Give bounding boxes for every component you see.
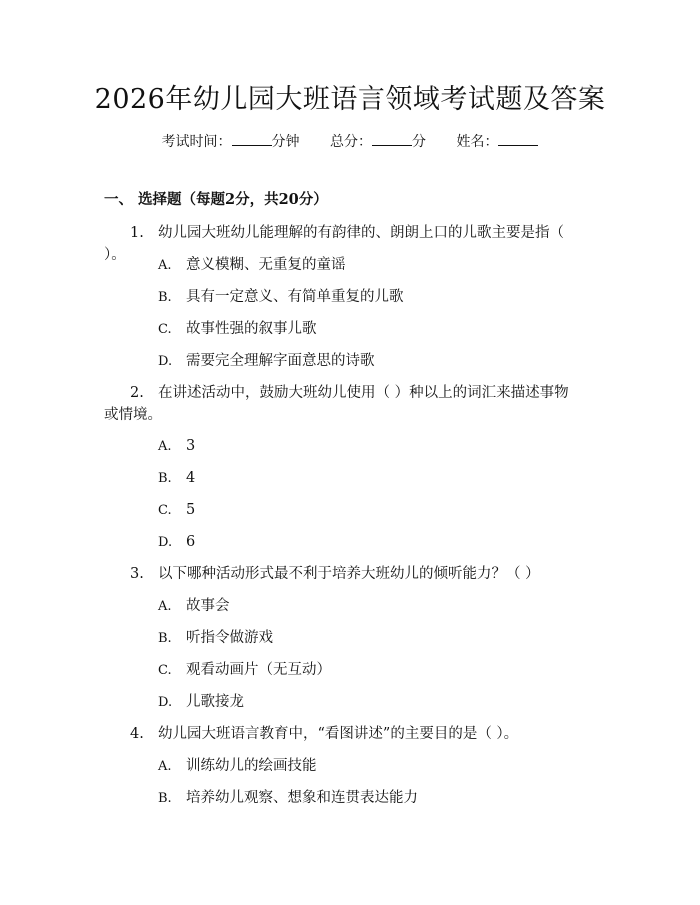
option-letter: A. [158,439,172,454]
question-number: 2. [130,385,144,401]
option-text: 故事性强的叙事儿歌 [186,321,317,337]
question-1-option-a [158,254,346,277]
name-label: 姓名： [456,134,499,150]
question-text: 幼儿园大班幼儿能理解的有韵律的、朗朗上口的儿歌主要是指（ ）。 [104,225,564,263]
option-text: 训练幼儿的绘画技能 [186,758,317,774]
question-3-option-c [158,659,331,682]
question-3 [104,563,580,585]
question-4-option-a [158,755,317,778]
question-number: 4. [130,726,144,742]
option-text: 6 [186,534,196,550]
question-number: 1. [130,225,144,241]
total-score-unit: 分 [412,134,426,150]
question-text: 幼儿园大班语言教育中，“看图讲述”的主要目的是（ ）。 [158,726,519,742]
section-number: 一、 [104,191,133,208]
option-letter: C. [158,663,172,678]
exam-time-unit: 分钟 [271,134,300,150]
question-4-option-b [158,787,418,810]
question-text: 以下哪种活动形式最不利于培养大班幼儿的倾听能力？（ ） [158,566,540,582]
total-score-field [330,131,426,152]
option-text: 4 [186,470,196,486]
question-2-option-d [158,531,195,554]
total-score-label: 总分： [330,134,372,150]
option-text: 听指令做游戏 [186,630,273,646]
name-field [456,131,538,152]
question-3-option-a [158,595,230,618]
option-letter: D. [158,695,173,710]
exam-info-row [0,131,700,152]
question-1-option-b [158,286,404,309]
option-letter: A. [158,759,172,774]
option-text: 培养幼儿观察、想象和连贯表达能力 [186,790,418,806]
option-text: 观看动画片（无互动） [186,662,331,678]
exam-time-label: 考试时间： [161,134,232,150]
option-text: 儿歌接龙 [186,694,244,710]
option-letter: B. [158,631,172,646]
exam-time-blank [232,131,272,146]
question-4 [104,723,580,745]
question-1-option-c [158,318,317,341]
option-text: 故事会 [186,598,230,614]
exam-time-field [162,131,300,152]
option-text: 5 [186,502,196,518]
section-title: 选择题（每题2分，共20分） [138,191,328,208]
option-letter: A. [158,258,172,273]
option-letter: C. [158,322,172,337]
question-2 [104,382,580,426]
option-text: 需要完全理解字面意思的诗歌 [186,353,375,369]
total-score-blank [372,131,412,146]
option-letter: D. [158,535,173,550]
option-text: 3 [186,438,196,454]
question-3-option-b [158,627,273,650]
question-2-option-c [158,499,195,522]
question-2-option-b [158,467,195,490]
question-3-option-d [158,691,244,714]
name-blank [498,131,538,146]
option-letter: B. [158,290,172,305]
option-letter: B. [158,791,172,806]
option-letter: A. [158,599,172,614]
option-text: 意义模糊、无重复的童谣 [186,257,346,273]
question-text: 在讲述活动中，鼓励大班幼儿使用（ ）种以上的词汇来描述事物或情境。 [104,385,569,423]
question-1-option-d [158,350,375,373]
page-title: 2026年幼儿园大班语言领域考试题及答案 [94,84,606,115]
question-2-option-a [158,435,195,458]
option-letter: C. [158,503,172,518]
option-text: 具有一定意义、有简单重复的儿歌 [186,289,404,305]
option-letter: D. [158,354,173,369]
option-letter: B. [158,471,172,486]
question-number: 3. [130,566,144,582]
section-heading [104,190,328,210]
